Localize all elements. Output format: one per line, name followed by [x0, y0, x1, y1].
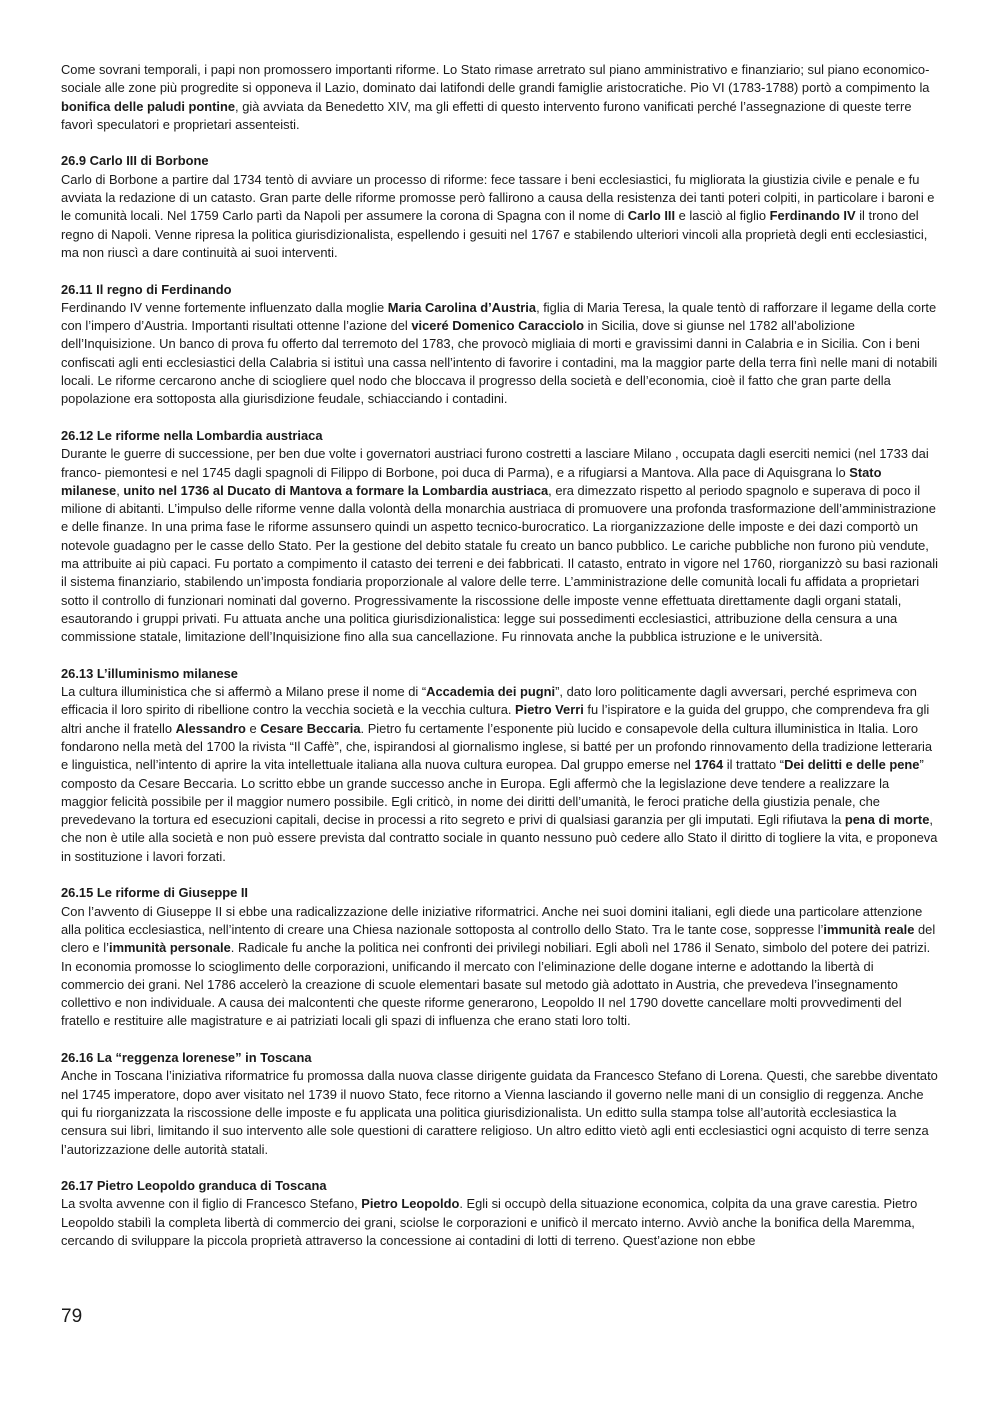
bold-text: Alessandro: [175, 720, 246, 736]
bold-text: Maria Carolina d’Austria: [387, 299, 537, 315]
text-run: Carlo di Borbone a partire dal 1734 tentò di avviare un processo di riforme: fece tassare i beni ecclesiastici, fu migliorata la giustizia civile e penale e fu avviata la redazione di un catasto. Gran parte delle riforme promosse però fallirono a causa della resistenza dei tanti poteri colpiti, in particolare i baroni e le comunità locali. Nel 1759 Carlo partì da Napoli per assumere la corona di Spagna con il nome di: [61, 171, 935, 224]
section: [61, 884, 939, 1030]
bold-text: unito nel 1736 al Ducato di Mantova a formare la Lombardia austriaca: [123, 482, 549, 498]
document-page: [61, 61, 939, 1250]
section-heading: 26.13 L’illuminismo milanese: [61, 665, 238, 681]
bold-text: Pietro Verri: [515, 702, 584, 718]
text-run: ”, dato loro politicamente dagli avversari, perché esprimeva con efficacia il loro spirito di ribellione contro la vecchia società e la vecchia cultura.: [61, 684, 917, 718]
text-run: il trono del regno di Napoli. Venne ripresa la politica giurisdizionalista, espellendo i gesuiti nel 1767 e stabilendo ulteriori vincoli alla proprietà degli enti ecclesiastici, ma non riuscì a dare continuità ai suoi interventi.: [61, 208, 928, 260]
section-heading: 26.17 Pietro Leopoldo granduca di Toscana: [61, 1178, 327, 1194]
text-run: il trattato “: [723, 757, 785, 773]
bold-text: 1764: [694, 757, 724, 773]
bold-text: viceré Domenico Caracciolo: [411, 318, 585, 334]
bold-text: Carlo III: [627, 208, 676, 224]
bold-text: Cesare Beccaria: [260, 720, 361, 736]
section-paragraph: [61, 445, 939, 646]
bold-text: bonifica delle paludi pontine: [61, 98, 236, 114]
text-run: La cultura illuministica che si affermò a Milano prese il nome di “: [61, 684, 427, 700]
section-paragraph: [61, 299, 939, 409]
section: [61, 1177, 939, 1250]
bold-text: Accademia dei pugni: [426, 684, 556, 700]
bold-text: immunità reale: [823, 921, 915, 937]
text-run: e lasciò al figlio: [675, 208, 770, 224]
text-run: , figlia di Maria Teresa, la quale tentò di rafforzare il legame della corte con l’impero d’Austria. Importanti risultati ottenne l’azione del: [61, 299, 937, 334]
text-run: e: [245, 720, 261, 736]
section: [61, 152, 939, 262]
text-run: Come sovrani temporali, i papi non promossero importanti riforme. Lo Stato rimase arretrato sul piano amministrativo e finanziario; sul piano economico-sociale alle zone più progredite si opponeva il Lazio, dominato dai latifondi delle grandi famiglie aristocratiche. Pio VI (1783-1788) portò a compimento la: [61, 62, 930, 96]
section: [61, 281, 939, 409]
text-run: Con l’avvento di Giuseppe II si ebbe una radicalizzazione delle iniziative riformatrici. Anche nei suoi domini italiani, egli diede una particolare attenzione alla politica ecclesiastica, nell’intento di creare una Chiesa nazionale sottoposta al controllo dello Stato. Tra le tante cose, soppresse l’: [61, 903, 923, 937]
text-run: ,: [116, 482, 124, 498]
section: [61, 1049, 939, 1159]
bold-text: Dei delitti e delle pene: [784, 757, 920, 773]
text-run: Anche in Toscana l’iniziativa riformatrice fu promossa dalla nuova classe dirigente guidata da Francesco Stefano di Lorena. Questi, che sarebbe diventato nel 1745 imperatore, dopo aver visitato nel 1739 il nuovo Stato, fece ritorno a Vienna lasciando il governo nelle mani di un consiglio di reggenza. Anche qui fu riorganizzata la riscossione delle imposte e fu applicata una politica giurisdizionalista. Un editto sulla stampa tolse all’autorità ecclesiastica la censura sui libri, limitando il suo intervento alle sole questioni di carattere religioso. Un altro editto vietò agli enti ecclesiastici ogni acquisto di terre senza l’autorizzazione delle autorità statali.: [61, 1068, 938, 1157]
text-run: . Pietro fu certamente l’esponente più lucido e consapevole della cultura illuministica in Italia. Loro fondarono nella metà del 1700 la rivista “Il Caffè”, che, ispirandosi al giornalismo inglese, si batté per un profondo rinnovamento della tradizione letteraria e linguistica, nell’intento di aprire la vita intellettuale italiana alla nuova cultura europea. Dal gruppo emerse nel: [61, 720, 933, 773]
sections-container: [61, 152, 939, 1250]
text-run: del clero e l’: [61, 921, 936, 956]
section-paragraph: [61, 171, 939, 262]
text-run: , che non è utile alla società e non può essere prevista dal contratto sociale in quanto nessuno può cedere allo Stato il diritto di togliere la vita, e proponeva in sostituzione i lavori forzati.: [61, 812, 938, 864]
text-run: Ferdinando IV venne fortemente influenzato dalla moglie: [61, 299, 388, 315]
text-run: in Sicilia, dove si giunse nel 1782 all’abolizione dell’Inquisizione. Un banco di prova fu offerto dal terremoto del 1783, che provocò migliaia di morti e gravissimi danni in Calabria e in Sicilia. Con i beni confiscati agli enti ecclesiastici della Calabria si istituì una cassa nell’intento di favorire i contadini, ma la maggior parte della terra finì nelle mani di notabili locali. Le riforme cercarono anche di sciogliere quel nodo che bloccava il progresso della società e dell’economia, cioè il fatto che gran parte della popolazione era sottoposta alla giurisdizione feudale, schiacciando i contadini.: [61, 318, 938, 407]
section: [61, 665, 939, 866]
section: [61, 427, 939, 647]
bold-text: Stato milanese: [61, 464, 882, 498]
page-number: 79: [61, 1306, 83, 1327]
text-run: fu l’ispiratore e la guida del gruppo, che comprendeva fra gli altri anche il fratello: [61, 702, 930, 736]
section-paragraph: [61, 683, 939, 866]
text-run: . Radicale fu anche la politica nei confronti dei privilegi nobiliari. Egli abolì nel 1786 il Senato, simbolo del potere dei patrizi. In economia promosse lo scioglimento delle corporazioni, unificando il mercato con l’eliminazione delle dogane interne e adottando la libertà di commercio dei grani. Nel 1786 accelerò la creazione di scuole elementari basate sul metodo già adottato in Austria, che prevedeva l’insegnamento collettivo e non individuale. A causa dei malcontenti che queste riforme generarono, Leopoldo II nel 1790 dovette cancellare molti provvedimenti del fratello e restituire alle magistrature e ai patriziati locali gli spazi di influenza che erano stati loro tolti.: [61, 940, 931, 1029]
text-run: . Egli si occupò della situazione economica, colpita da una grave carestia. Pietro Leopoldo stabilì la completa libertà di commercio dei grani, sciolse le corporazioni e unificò il mercato interno. Avviò anche la bonifica della Maremma, cercando di sviluppare la piccola proprietà attraverso la concessione ai contadini di lotti di terreno. Quest’azione non ebbe: [61, 1196, 918, 1248]
section-paragraph: [61, 1195, 939, 1250]
bold-text: immunità personale: [109, 940, 231, 956]
bold-text: Pietro Leopoldo: [361, 1196, 460, 1212]
intro-paragraph: [61, 61, 939, 134]
text-run: , già avviata da Benedetto XIV, ma gli effetti di questo intervento furono vanificati perché l’assegnazione di queste terre favorì speculatori e proprietari assenteisti.: [61, 98, 912, 132]
section-heading: 26.12 Le riforme nella Lombardia austriaca: [61, 427, 323, 443]
text-run: , era dimezzato rispetto al periodo spagnolo e superava di poco il milione di abitanti. L’impulso delle riforme venne dalla volontà della monarchia austriaca di promuovere una profonda trasformazione dell’amministrazione e delle finanze. In una prima fase le riforme assunsero quindi un aspetto tecnico-burocratico. La riorganizzazione delle imposte e dei dazi comportò un notevole guadagno per le casse dello Stato. Per la gestione del debito statale fu creato un banco pubblico. Le cariche pubbliche non furono più vendute, ma attribuite ai più capaci. Fu portato a compimento il catasto dei terreni e dei fabbricati. Il catasto, entrato in vigore nel 1760, riorganizzò su basi razionali il sistema finanziario, stabilendo un’imposta fondiaria proporzionale al valore delle terre. L’amministrazione delle comunità locali fu affidata a proprietari sotto il controllo di funzionari nominati dal governo. Progressivamente la riscossione delle imposte venne effettuata direttamente dagli organi statali, esautorando i gruppi privati. Fu attuata anche una politica giurisdizionalistica: legge sui possedimenti ecclesiastici, attribuzione della censura a una commissione statale, limitazione dell’Inquisizione fino alla sua cancellazione. Fu rinnovata anche la pubblica istruzione e le università.: [61, 482, 939, 645]
section-heading: 26.16 La “reggenza lorenese” in Toscana: [61, 1050, 312, 1066]
section-paragraph: [61, 1067, 939, 1158]
text-run: ” composto da Cesare Beccaria. Lo scritto ebbe un grande successo anche in Europa. Egli affermò che la legislazione deve tendere a realizzare la maggior felicità possibile per il maggior numero possibile. Egli criticò, in nome dei diritti dell’umanità, le feroci pratiche della giustizia penale, che prevedevano la tortura ed esecuzioni capitali, decise in processi a rito segreto e privi di qualsiasi garanzia per gli imputati. Egli rifiutava la: [61, 757, 924, 828]
section-heading: 26.11 Il regno di Ferdinando: [61, 281, 232, 297]
section-heading: 26.9 Carlo III di Borbone: [61, 153, 209, 169]
text-run: La svolta avvenne con il figlio di Francesco Stefano,: [61, 1196, 362, 1212]
bold-text: Ferdinando IV: [769, 208, 856, 224]
section-heading: 26.15 Le riforme di Giuseppe II: [61, 885, 248, 901]
bold-text: pena di morte: [844, 812, 930, 828]
text-run: Durante le guerre di successione, per ben due volte i governatori austriaci furono costretti a lasciare Milano , occupata dagli eserciti nemici (nel 1733 dai franco- piemontesi e nel 1745 dagli spagnoli di Filippo di Borbone, poi duca di Parma), e a rifugiarsi a Mantova. Alla pace di Aquisgrana lo: [61, 446, 929, 480]
section-paragraph: [61, 903, 939, 1031]
